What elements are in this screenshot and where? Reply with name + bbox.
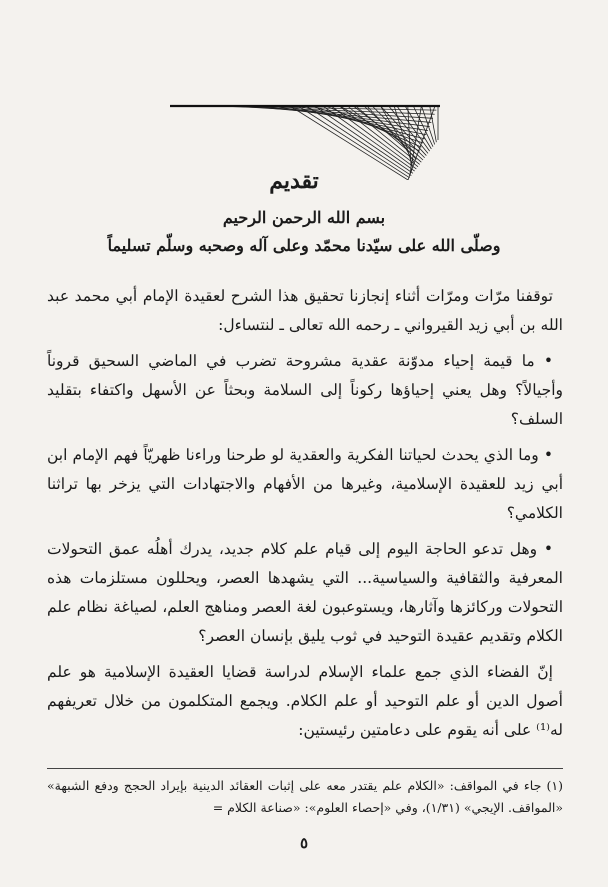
paragraph-question-1: • ما قيمة إحياء مدوّنة عقدية مشروحة تضرب في الماضي السحيق قروناً وأجيالاً؟ وهل يعني إحياؤها ركوناً إلى السلامة وبحثاً عن الأسهل واكتفاء بتقليد السلف؟: [47, 352, 563, 428]
paragraph-question-3: • وهل تدعو الحاجة اليوم إلى قيام علم كلام جديد، يدرك أهلُه عمق التحولات المعرفية والثقافية والسياسية... التي يشهدها العصر، ويحللون مستلزمات هذه التحولات وركائزها وآثارها، ويستوعبون لغة العصر ومناهج العلم، لصياغة نظام علم الكلام وتقديم عقيدة التوحيد في ثوب يليق بإنسان العصر؟: [47, 540, 563, 645]
paragraph-intro: توقفنا مرّات ومرّات أثناء إنجازنا تحقيق هذا الشرح لعقيدة الإمام أبي محمد عبد الله بن أبي زيد القيرواني ـ رحمه الله تعالى ـ لنتساءل:: [47, 287, 563, 334]
basmala: بسم الله الرحمن الرحيم: [222, 208, 386, 227]
page-number: ٥: [299, 834, 309, 852]
body-text: [47, 282, 563, 752]
footnote-1: (١) جاء في المواقف: «الكلام علم يقتدر معه على إثبات العقائد الدينية بإيراد الحجج ودفع الشبهة» «المواقف. الإيجي» (١/٣١)، وفي «إحصاء العلوم»: «صناعة الكلام =: [47, 778, 563, 815]
page-title: تقديم: [269, 168, 319, 194]
paragraph-closing: إنّ الفضاء الذي جمع علماء الإسلام لدراسة قضايا العقيدة الإسلامية هو علم أصول الدين أو علم التوحيد أو علم الكلام. ويجمع المتكلمون من خلال تعريفهم له⁽¹⁾ على أنه يقوم على دعامتين رئيستين:: [47, 663, 563, 739]
ornament-header: [170, 88, 440, 180]
footnotes: [47, 768, 563, 819]
salawat-line: وصلّى الله على سيّدنا محمّد وعلى آله وصحبه وسلّم تسليماً: [107, 236, 501, 255]
paragraph-question-2: • وما الذي يحدث لحياتنا الفكرية والعقدية لو طرحنا وراءنا ظهريّاً فهم الإمام ابن أبي زيد للعقيدة الإسلامية، وغيرها من الأفهام والاجتهادات التي يزخر بها تراثنا الكلامي؟: [47, 446, 563, 522]
